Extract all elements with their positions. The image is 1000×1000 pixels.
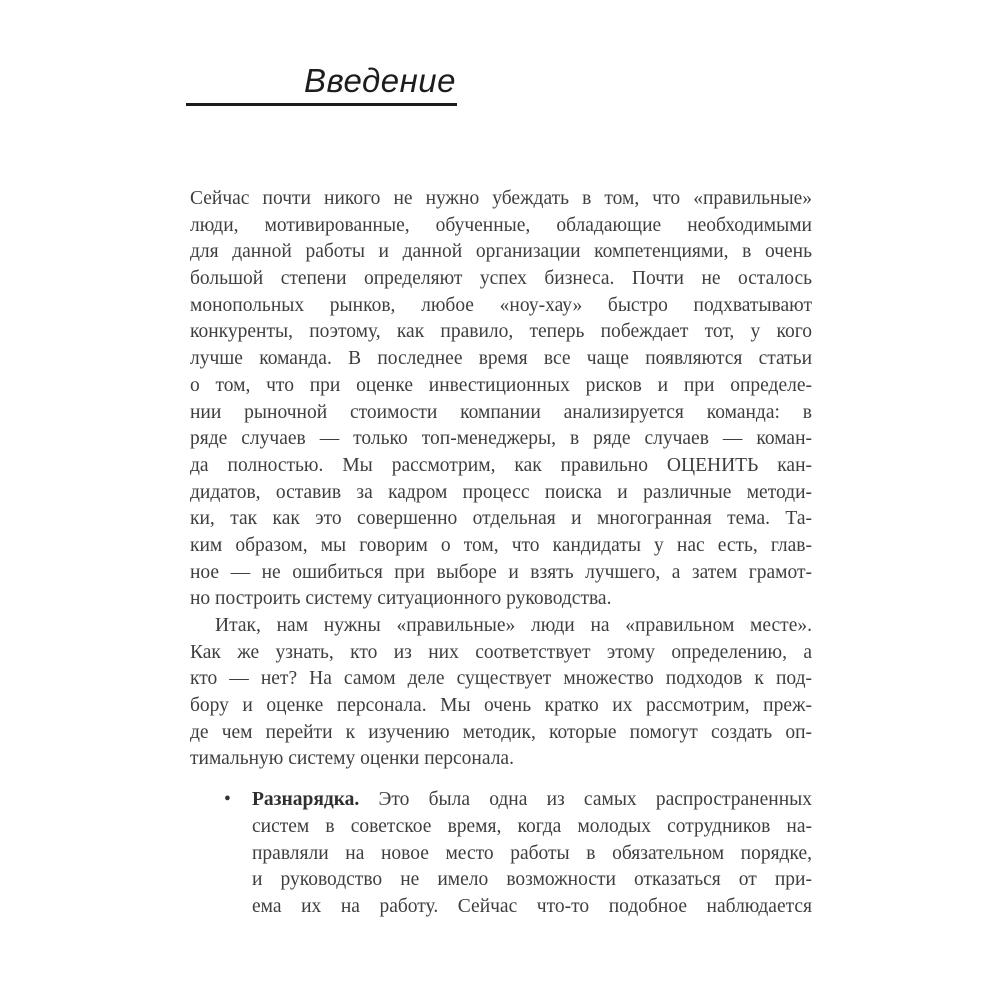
text-line: люди, мотивированные, обученные, обладающие необходимыми (190, 214, 812, 236)
chapter-heading-underline (186, 61, 457, 106)
list-item (190, 787, 812, 920)
text-line: ема их на работу. Сейчас что-то подобное наблюдается (252, 895, 812, 917)
text-line: Как же узнать, кто из них соответствует этому определению, а (190, 641, 812, 663)
text-line: правляли на новое место работы в обязательном порядке, (252, 842, 812, 864)
bullet-list (190, 787, 812, 920)
text-line: тимальную систему оценки персонала. (190, 748, 514, 770)
text-line: ное — не ошибиться при выборе и взять лучшего, а затем грамот- (190, 561, 812, 583)
text-line: Разнарядка. Это была одна из самых распространенных (252, 789, 812, 811)
list-term-bold: Разнарядка. (252, 789, 360, 811)
text-line: дидатов, оставив за кадром процесс поиска и различные методи- (190, 481, 812, 503)
text-line: да полностью. Мы рассмотрим, как правильно ОЦЕНИТЬ кан- (190, 454, 812, 476)
chapter-title: Введение (304, 62, 456, 99)
text-line: о том, что при оценке инвестиционных рисков и при определе- (190, 374, 812, 396)
text-line: для данной работы и данной организации компетенциями, в очень (190, 241, 812, 263)
text-line: лучше команда. В последнее время все чаще появляются статьи (190, 348, 812, 370)
text-line: и руководство не имело возможности отказаться от при- (252, 869, 812, 891)
body-text (190, 186, 812, 921)
text-line: Сейчас почти никого не нужно убеждать в том, что «правильные» (190, 188, 812, 209)
paragraph (190, 186, 812, 613)
text-line: но построить систему ситуационного руководства. (190, 588, 612, 610)
text-line: де чем перейти к изучению методик, которые помогут создать оп- (190, 721, 812, 743)
text-line: ряде случаев — только топ-менеджеры, в ряде случаев — коман- (190, 428, 812, 450)
text-line: ки, так как это совершенно отдельная и многогранная тема. Та- (190, 508, 812, 530)
text-line: Итак, нам нужны «правильные» люди на «правильном месте». (215, 615, 812, 636)
text-line: бору и оценке персонала. Мы очень кратко их рассмотрим, преж- (190, 695, 812, 717)
text-line: ким образом, мы говорим о том, что кандидаты у нас есть, глав- (190, 534, 812, 556)
bullet-marker-icon: • (224, 789, 231, 811)
paragraph (190, 613, 812, 773)
text-line: монопольных рынков, любое «ноу-хау» быстро подхватывают (190, 294, 812, 316)
text-line: большой степени определяют успех бизнеса. Почти не осталось (190, 268, 812, 290)
text-line: нии рыночной стоимости компании анализируется команда: в (190, 401, 812, 423)
text-line: кто — нет? На самом деле существует множество подходов к под- (190, 668, 812, 690)
text-line: систем в советское время, когда молодых сотрудников на- (252, 815, 812, 837)
text-line: конкуренты, поэтому, как правило, теперь побеждает тот, у кого (190, 321, 812, 343)
